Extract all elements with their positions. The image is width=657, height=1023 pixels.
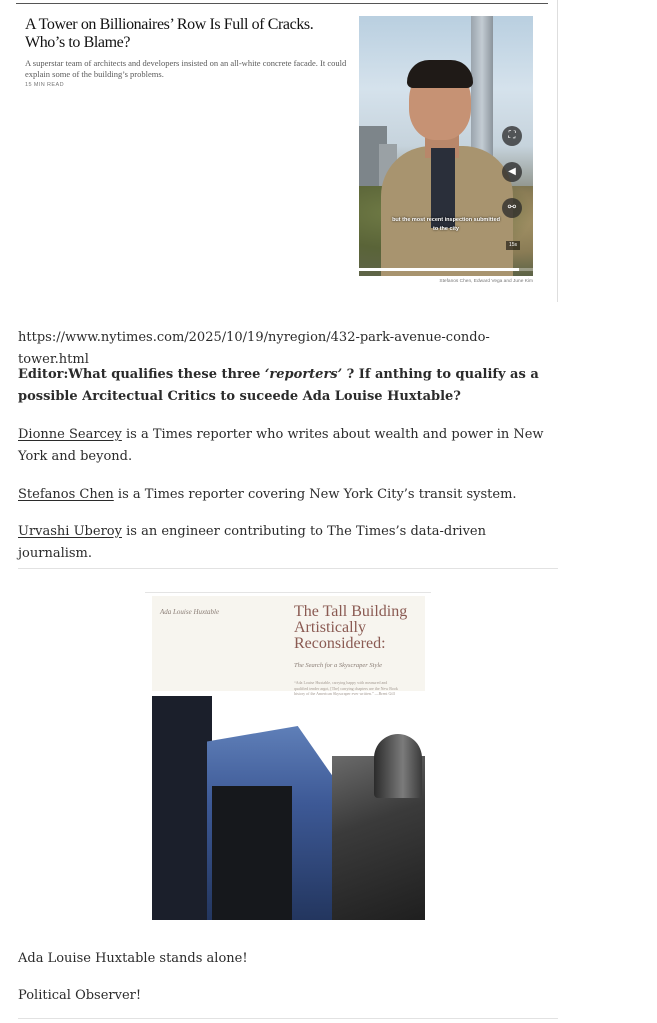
article-url[interactable]: https://www.nytimes.com/2025/10/19/nyregion/432-park-avenue-condo-tower.html xyxy=(18,330,490,367)
video-caption: but the most recent inspection submitted to the city xyxy=(392,217,500,232)
bio-text: is a Times reporter who writes about wealth and power in New York and beyond. xyxy=(18,427,544,464)
mute-icon[interactable]: ◀ xyxy=(502,162,522,182)
book-title: The Tall Building Artistically Reconsidered: xyxy=(294,603,408,652)
author-link-urvashi-uberoy[interactable]: Urvashi Uberoy xyxy=(18,524,122,539)
article-summary: A superstar team of architects and developers insisted on an all-white concrete facade. It could explain some of the building’s problems. xyxy=(25,58,347,79)
fullscreen-icon[interactable]: ⛶ xyxy=(502,126,522,146)
editor-question xyxy=(18,364,558,408)
editor-question-prefix: Editor:What qualifies these three xyxy=(18,367,265,382)
video-credit: Stefanos Chen, Edward Vega and June Kim xyxy=(439,279,533,284)
video-tower xyxy=(471,16,493,166)
read-time: 15 MIN READ xyxy=(25,82,64,88)
bio-paragraph xyxy=(18,521,558,565)
divider xyxy=(18,1018,558,1019)
author-link-stefanos-chen[interactable]: Stefanos Chen xyxy=(18,487,114,502)
video-person-hair xyxy=(407,60,473,88)
book-cover-image[interactable] xyxy=(152,596,425,920)
bio-text: is an engineer contributing to The Times’s data-driven journalism. xyxy=(18,524,487,561)
closing-line: Ada Louise Huxtable stands alone! xyxy=(18,951,248,966)
video-progress-bar[interactable] xyxy=(359,268,533,271)
book-image-frame xyxy=(145,592,431,593)
editor-question-suffix: ? If anthing to qualify as a possible Arcitectual Critics to suceede Ada Louise Huxtable? xyxy=(18,367,539,404)
article-video[interactable] xyxy=(359,16,533,276)
author-link-dionne-searcey[interactable]: Dionne Searcey xyxy=(18,427,122,442)
bio-paragraph xyxy=(18,424,558,468)
signature-line: Political Observer! xyxy=(18,988,142,1003)
video-progress-fill xyxy=(359,268,519,271)
bio-text: is a Times reporter covering New York City’s transit system. xyxy=(113,487,517,502)
duration-badge: 15s xyxy=(506,241,520,250)
book-cover-building xyxy=(212,786,292,920)
divider xyxy=(18,568,558,569)
book-cover-water-tower xyxy=(374,734,422,798)
card-top-rule xyxy=(16,3,548,4)
book-subtitle: The Search for a Skyscraper Style xyxy=(294,662,383,669)
bio-paragraph xyxy=(18,484,558,506)
editor-question-emphasis: ‘reporters’ xyxy=(264,367,343,382)
book-blurb: “Ada Louise Huxtable, carrying happy with measured and qualified tender argot, [The] carrying chapters are the New Book history of the American Skyscraper ever written.” —Brent Gill xyxy=(294,680,398,696)
book-cover-building xyxy=(152,696,212,920)
article-headline[interactable]: A Tower on Billionaires’ Row Is Full of Cracks. Who’s to Blame? xyxy=(25,16,314,51)
link-icon[interactable]: ⚯ xyxy=(502,198,522,218)
book-author: Ada Louise Huxtable xyxy=(160,608,220,616)
